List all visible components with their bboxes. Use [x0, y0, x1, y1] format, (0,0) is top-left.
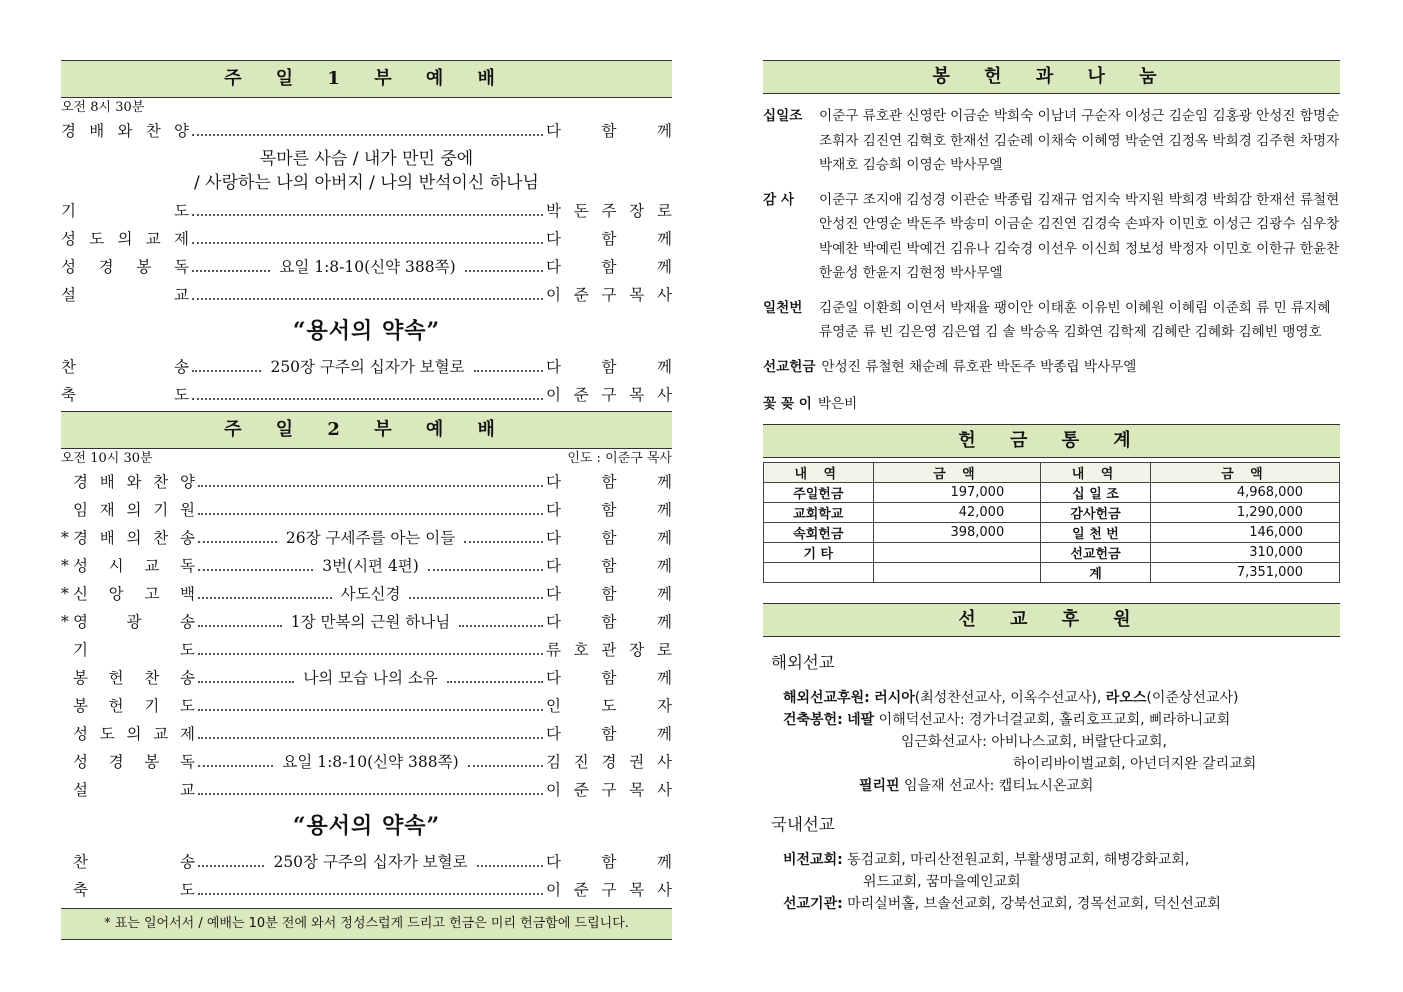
stats-amount: 310,000	[1150, 542, 1339, 562]
order-label: 성 시 교 독	[73, 557, 195, 575]
order-person: 이 준 구 목 사	[546, 781, 672, 799]
stats-amount: 1,290,000	[1150, 502, 1339, 522]
leader-dots	[198, 783, 543, 795]
nepal-line-1: 이해덕선교사: 경가너걸교회, 홀리호프교회, 삐라하니교회	[878, 711, 1231, 728]
stats-row	[764, 522, 1340, 542]
service1-title: 주 일 1 부 예 배	[61, 60, 672, 98]
service1-time: 오전 8시 30분	[61, 100, 145, 115]
leader-dots	[474, 360, 543, 372]
stats-item: 기 타	[764, 542, 874, 562]
offering-title: 봉 헌 과 나 눔	[763, 60, 1340, 94]
order-person: 이 준 구 목 사	[546, 286, 672, 304]
agency-label: 선교기관:	[783, 895, 843, 912]
nepal-line-3: 하이리바이벌교회, 아넌더지완 갈리교회	[1013, 755, 1257, 772]
order-person: 다 함 께	[546, 358, 672, 376]
leader-dots	[192, 260, 270, 272]
order-label: 신 앙 고 백	[73, 585, 195, 603]
order-row	[61, 748, 672, 776]
order-row	[61, 552, 672, 580]
stats-item: 속회헌금	[764, 522, 874, 542]
order-label: 경 배 의 찬 송	[73, 529, 195, 547]
building-label: 건축봉헌:	[783, 711, 843, 728]
order-label: 기 도	[61, 202, 189, 220]
order-person: 다 함 께	[546, 258, 672, 276]
leader-dots	[198, 475, 543, 487]
standing-mark: *	[61, 585, 69, 603]
leader-dots	[192, 204, 543, 216]
philippines-text: 임을재 선교사: 캡티뇨시온교회	[904, 777, 1094, 794]
leader-dots	[198, 587, 332, 599]
order-detail: 250장 구주의 십자가 보혈로	[273, 853, 468, 871]
service2-closing	[61, 848, 672, 904]
overseas-support	[783, 687, 1340, 709]
stats-header-cell: 내 역	[764, 462, 874, 482]
leader-dots	[192, 124, 543, 136]
leader-dots	[468, 755, 543, 767]
service2-leader: 인도 : 이준구 목사	[567, 451, 672, 466]
leader-dots	[192, 288, 543, 300]
domestic-missions	[763, 849, 1340, 915]
order-row	[61, 664, 672, 692]
leader-dots	[198, 615, 282, 627]
order-row	[61, 636, 672, 664]
stats-header-cell: 금 액	[1150, 462, 1339, 482]
order-row	[61, 848, 672, 876]
order-person: 김 진 경 권 사	[546, 753, 672, 771]
leader-dots	[428, 559, 543, 571]
order-label: 경 배 와 찬 양	[73, 473, 195, 491]
laos-missionaries: (이준상선교사)	[1146, 689, 1239, 706]
service2-meta	[61, 449, 672, 468]
stats-item: 주일헌금	[764, 482, 874, 502]
order-detail: 3번(시편 4편)	[322, 557, 419, 575]
order-person: 다 함 께	[546, 473, 672, 491]
order-detail: 나의 모습 나의 소유	[303, 669, 438, 687]
offering-group-names: 이준구 류호관 신영란 이금순 박희숙 이남녀 구순자 이성근 김순임 김홍광 안성진 함명순 조휘자 김진연 김혁호 한재선 김순례 이채숙 이혜영 박순연 김정옥 박희경 김주현 차명자 박재호 김승희 이영순 박사무엘	[819, 108, 1340, 173]
worship-order-column	[61, 60, 672, 940]
order-row	[61, 117, 672, 145]
offering-column	[763, 60, 1340, 915]
order-label: 찬 송	[61, 358, 189, 376]
stats-item: 일 천 번	[1041, 522, 1151, 542]
leader-dots	[198, 531, 277, 543]
praise-line-1: 목마른 사슴 / 내가 만민 중에	[259, 149, 474, 169]
order-person: 류 호 관 장 로	[546, 641, 672, 659]
stats-row	[764, 562, 1340, 582]
service1-order	[61, 197, 672, 309]
leader-dots	[409, 587, 543, 599]
stats-item: 계	[1041, 562, 1151, 582]
overseas-missions	[763, 687, 1340, 797]
order-label: 성 경 봉 독	[73, 753, 195, 771]
order-label: 성 경 봉 독	[61, 258, 189, 276]
order-row	[61, 468, 672, 496]
standing-mark: *	[61, 557, 69, 575]
vision-line-2: 위드교회, 꿈마을예인교회	[863, 873, 1021, 890]
offering-stats-table	[763, 462, 1340, 583]
order-label: 찬 송	[73, 853, 195, 871]
leader-dots	[198, 503, 543, 515]
order-row	[61, 524, 672, 552]
leader-dots	[198, 671, 294, 683]
stats-amount: 197,000	[873, 482, 1041, 502]
service2-sermon-title: “용서의 약속”	[292, 813, 441, 839]
order-person: 다 함 께	[546, 529, 672, 547]
service1-closing	[61, 353, 672, 409]
leader-dots	[464, 531, 543, 543]
leader-dots	[198, 883, 543, 895]
offering-group	[763, 188, 1340, 286]
order-row	[61, 353, 672, 381]
leader-dots	[198, 755, 273, 767]
stats-amount: 4,968,000	[1150, 482, 1339, 502]
vision-line-1: 동검교회, 마리산전원교회, 부활생명교회, 해병강화교회,	[847, 851, 1190, 868]
offering-groups	[763, 104, 1340, 345]
offering-group	[763, 104, 1340, 178]
leader-dots	[459, 615, 543, 627]
order-row	[61, 496, 672, 524]
order-label: 설 교	[61, 286, 189, 304]
standing-mark: *	[61, 613, 69, 631]
agency-text: 마리실버홀, 브솔선교회, 강북선교회, 경목선교회, 덕신선교회	[847, 895, 1221, 912]
overseas-support-label: 해외선교후원:	[783, 689, 870, 706]
standing-mark: *	[61, 529, 69, 547]
russia-label: 러시아	[874, 689, 915, 706]
order-label: 설 교	[73, 781, 195, 799]
nepal-line-2: 임근화선교사: 아비나스교회, 버랄단다교회,	[901, 733, 1167, 750]
order-label: 기 도	[73, 641, 195, 659]
order-row	[61, 876, 672, 904]
order-label: 임 재 의 기 원	[73, 501, 195, 519]
order-person: 다 함 께	[546, 853, 672, 871]
stats-item: 감사헌금	[1041, 502, 1151, 522]
order-row	[61, 381, 672, 409]
stats-amount: 398,000	[873, 522, 1041, 542]
order-label: 봉 헌 찬 송	[73, 669, 195, 687]
philippines-label: 필리핀	[859, 777, 900, 794]
order-detail: 1장 만복의 근원 하나님	[290, 613, 451, 631]
stats-amount: 146,000	[1150, 522, 1339, 542]
stats-item: 십 일 조	[1041, 482, 1151, 502]
flower-label: 꽃 꽂 이	[763, 395, 812, 412]
stats-amount	[873, 542, 1041, 562]
order-row	[61, 580, 672, 608]
standing-notice: * 표는 일어서서 / 예배는 10분 전에 와서 정성스럽게 드리고 헌금은 미리 헌금함에 드립니다.	[61, 908, 672, 940]
stats-title: 헌 금 통 계	[763, 424, 1340, 458]
laos-label: 라오스	[1105, 689, 1147, 706]
order-row	[61, 225, 672, 253]
order-person: 다 함 께	[546, 122, 672, 140]
offering-group-names: 이준구 조지애 김성경 이관순 박종립 김재규 엄지숙 박지원 박희경 박희감 한재선 류철현 안성진 안영순 박돈주 박송미 이금순 김진연 김경숙 손파자 이민호 이성근 김광수 심우창 박예찬 박예린 박예건 김유나 김숙경 이선우 이신희 정보성 박정자 이민호 이한규 한윤찬 한윤성 한윤지 김현정 박사무엘	[819, 191, 1340, 281]
order-person: 이 준 구 목 사	[546, 881, 672, 899]
order-detail: 요일 1:8-10(신약 388쪽)	[279, 258, 456, 276]
order-person: 다 함 께	[546, 501, 672, 519]
russia-missionaries: (최성찬선교사, 이옥수선교사),	[914, 689, 1102, 706]
vision-churches	[783, 849, 1340, 871]
leader-dots	[198, 559, 313, 571]
order-person: 인 도 자	[546, 697, 672, 715]
order-person: 다 함 께	[546, 585, 672, 603]
order-row	[61, 720, 672, 748]
order-person: 다 함 께	[546, 669, 672, 687]
service1-order-top	[61, 117, 672, 145]
stats-item: 선교헌금	[1041, 542, 1151, 562]
leader-dots	[447, 671, 543, 683]
stats-amount	[873, 562, 1041, 582]
mission-offering-label: 선교헌금	[763, 358, 816, 375]
order-detail: 26장 구세주를 아는 이들	[285, 529, 456, 547]
stats-item	[764, 562, 874, 582]
domestic-title: 국내선교	[771, 814, 835, 834]
stats-row	[764, 542, 1340, 562]
offering-group	[763, 296, 1340, 345]
stats-header-cell: 금 액	[873, 462, 1041, 482]
nepal-label: 네팔	[847, 711, 875, 728]
order-row	[61, 776, 672, 804]
order-person: 다 함 께	[546, 230, 672, 248]
overseas-title: 해외선교	[771, 652, 835, 672]
order-person: 박 돈 주 장 로	[546, 202, 672, 220]
stats-amount: 42,000	[873, 502, 1041, 522]
offering-group-label: 십일조	[763, 108, 803, 124]
order-row	[61, 692, 672, 720]
offering-group-names: 김준일 이환희 이연서 박재율 팽이안 이태훈 이유빈 이혜원 이혜림 이준희 류 민 류지혜 류영준 류 빈 김은영 김은엽 김 솔 박승옥 김화연 김학제 김혜란 김혜화 김혜빈 맹영호	[819, 299, 1331, 340]
praise-line-2: / 사랑하는 나의 아버지 / 나의 반석이신 하나님	[194, 173, 539, 193]
missions-title: 선 교 후 원	[763, 603, 1340, 637]
order-label: 성 도 의 교 제	[61, 230, 189, 248]
praise-songs	[61, 147, 672, 195]
mission-offering	[763, 355, 1340, 379]
mission-offering-names: 안성진 류철현 채순례 류호관 박돈주 박종립 박사무엘	[821, 358, 1137, 375]
leader-dots	[198, 855, 264, 867]
offering-group-label: 감 사	[763, 191, 794, 208]
offering-group-label: 일천번	[763, 299, 803, 316]
leader-dots	[198, 643, 543, 655]
order-label: 봉 헌 기 도	[73, 697, 195, 715]
order-row	[61, 253, 672, 281]
service2-time: 오전 10시 30분	[61, 451, 153, 466]
service2-order	[61, 468, 672, 804]
stats-row	[764, 482, 1340, 502]
order-person: 다 함 께	[546, 725, 672, 743]
leader-dots	[477, 855, 543, 867]
building-offering	[783, 709, 1340, 731]
vision-label: 비전교회:	[783, 851, 843, 868]
service2-title: 주 일 2 부 예 배	[61, 411, 672, 449]
order-person: 다 함 께	[546, 613, 672, 631]
leader-dots	[192, 388, 543, 400]
flower-names: 박은비	[817, 395, 858, 412]
stats-header-cell: 내 역	[1041, 462, 1151, 482]
order-row	[61, 608, 672, 636]
order-row	[61, 281, 672, 309]
order-detail: 요일 1:8-10(신약 388쪽)	[282, 753, 459, 771]
stats-amount: 7,351,000	[1150, 562, 1339, 582]
stats-item: 교회학교	[764, 502, 874, 522]
flower-arrangement	[763, 392, 1340, 416]
order-label: 경 배 와 찬 양	[61, 122, 189, 140]
order-row	[61, 197, 672, 225]
leader-dots	[198, 699, 543, 711]
order-label: 축 도	[73, 881, 195, 899]
leader-dots	[192, 360, 261, 372]
order-label: 축 도	[61, 386, 189, 404]
leader-dots	[465, 260, 543, 272]
stats-header-row	[764, 462, 1340, 482]
order-person: 이 준 구 목 사	[546, 386, 672, 404]
stats-row	[764, 502, 1340, 522]
order-detail: 250장 구주의 십자가 보혈로	[270, 358, 465, 376]
order-label: 영 광 송	[73, 613, 195, 631]
service1-sermon-title: “용서의 약속”	[292, 318, 441, 344]
leader-dots	[198, 727, 543, 739]
order-person: 다 함 께	[546, 557, 672, 575]
order-detail: 사도신경	[340, 585, 401, 603]
mission-agencies	[783, 893, 1340, 915]
leader-dots	[192, 232, 543, 244]
philippines	[783, 775, 1340, 797]
order-label: 성 도 의 교 제	[73, 725, 195, 743]
